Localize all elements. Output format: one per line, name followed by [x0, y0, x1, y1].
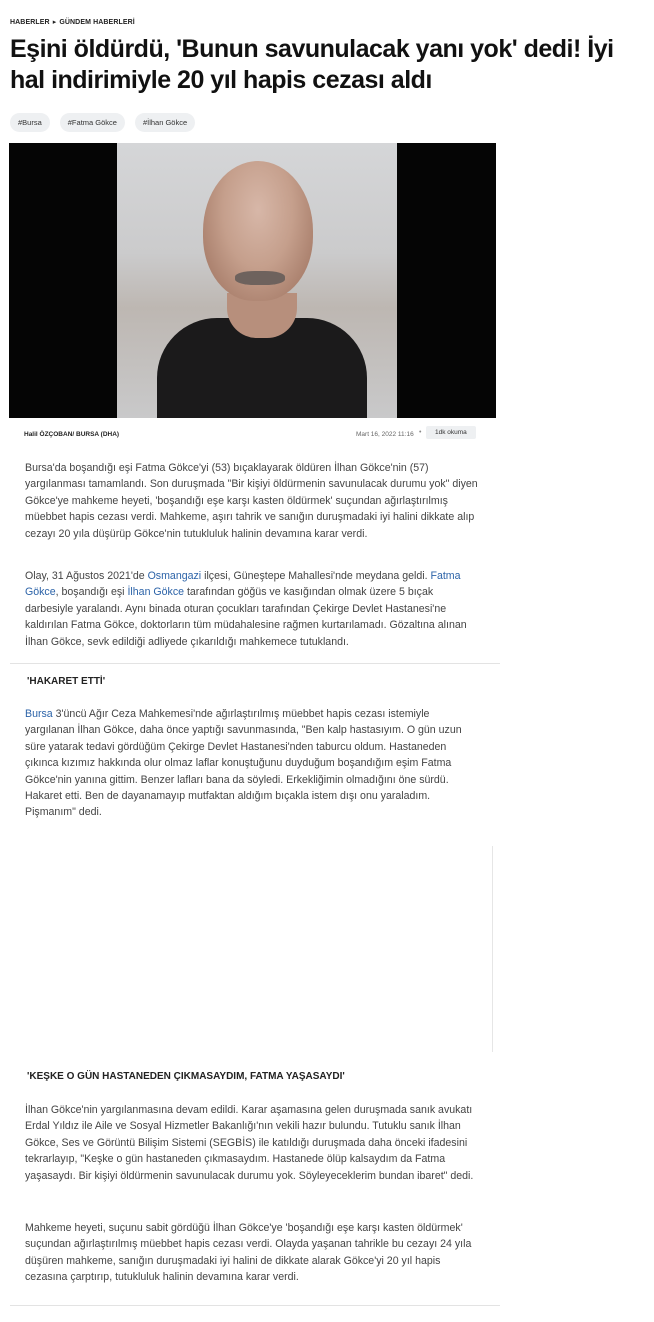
article-title: Eşini öldürdü, 'Bunun savunulacak yanı yok' dedi! İyi hal indirimiyle 20 yıl hapis cezası aldı [10, 35, 614, 94]
paragraph-2-text-4: tarafından göğüs ve kasığından olmak üzere 5 bıçak darbesiyle yaralandı. Aynı binada oturan çocukları tarafından Çekirge Devlet Hastanesi'ne kaldırılan Fatma Gökce, doktorların tüm müdahalesine rağmen kurtarılamadı. Gözaltına alınan İlhan Gökce, sevk edildiği adliyede çıkarıldığı mahkemece tutuklandı. [25, 586, 467, 648]
tag-ilhan-gokce[interactable]: #İlhan Gökce [135, 113, 195, 132]
article-hero-image [9, 143, 496, 418]
subheading-keske: 'KEŞKE O GÜN HASTANEDEN ÇIKMASAYDIM, FATMA YAŞASAYDI' [27, 1071, 345, 1082]
tag-list [10, 113, 195, 132]
link-ilhan-gokce[interactable]: İlhan Gökce [127, 586, 185, 599]
paragraph-1: Bursa'da boşandığı eşi Fatma Gökce'yi (53) bıçaklayarak öldüren İlhan Gökce'nin (57) yargılanması tamamlandı. Son duruşmada "Bir kişiyi öldürmenin savunulacak durumu yok" diyen Gökce'ye mahkeme heyeti, 'boşandığı eşe karşı kasten öldürmek' suçundan ağırlaştırılmış müebbet hapis cezası verdi. Mahkeme, aşırı tahrik ve sanığın duruşmadaki iyi halini dikkate alıp cezayı 20 yıla düşürüp Gökce'nin tutukluluk halinin devamına karar verdi. [25, 462, 478, 540]
paragraph-2-text-3: , boşandığı eşi [55, 586, 128, 599]
paragraph-3 [25, 706, 480, 821]
paragraph-2-text-1: Olay, 31 Ağustos 2021'de [25, 570, 148, 582]
paragraph-4: İlhan Gökce'nin yargılanmasına devam edildi. Karar aşamasına gelen duruşmada sanık avukatı Erdal Yıldız ile Aile ve Sosyal Hizmetler Bakanlığı'nın vekili hazır bulundu. Tutuklu sanık İlhan Gökce, Ses ve Görüntü Bilişim Sistemi (SEGBİS) ile katıldığı duruşmada daha önceki ifadesini tekrarlayıp, "Keşke o gün hastaneden çıkmasaydım. Hastanede ölüp kalsaydım da Fatma yaşasaydı. Bir kişiyi öldürmenin savunulacak durumu yok. Söyleyeceklerim bundan ibaret" dedi. [25, 1104, 474, 1182]
link-osmangazi[interactable]: Osmangazi [147, 570, 202, 582]
paragraph-3-text: 3'üncü Ağır Ceza Mahkemesi'nde ağırlaştırılmış müebbet hapis cezası istemiyle yargılanan İlhan Gökce, daha önce yaptığı savunmasında, "Ben kalp hastasıyım. O gün uzun süre yatarak tedavi gördüğüm Çekirge Devlet Hastanesi'nden taburcu oldum. Hastaneden çıkınca kızımız hakkında olur olmaz laflar konuştuğunu duyduğum boşandığım eşim Fatma Gökce'nin yanına gittim. Benzer lafları bana da söyledi. Erkekliğimin olmadığını öne sürdü. Hakaret etti. Ben de dayanamayıp mutfaktan aldığım bıçakla istem dışı onu yaraladım. Pişmanım" dedi. [25, 708, 462, 819]
section-divider [10, 663, 500, 664]
tag-fatma-gokce[interactable]: #Fatma Gökce [60, 113, 125, 132]
paragraph-2-text-2: ilçesi, Güneştepe Mahallesi'nde meydana geldi. [201, 570, 431, 582]
breadcrumb [10, 18, 135, 26]
meta-separator-dot: • [419, 429, 422, 436]
breadcrumb-separator-icon: ▸ [52, 19, 57, 26]
breadcrumb-gundem[interactable]: GÜNDEM HABERLERİ [59, 18, 135, 26]
article-author: Halil ÖZÇOBAN/ BURSA (DHA) [24, 431, 120, 438]
subheading-hakaret-etti: 'HAKARET ETTİ' [27, 676, 106, 687]
paragraph-2 [25, 568, 480, 650]
portrait-photo [117, 143, 397, 418]
read-time-badge: 1dk okuma [426, 426, 476, 439]
breadcrumb-haberler[interactable]: HABERLER [10, 18, 50, 26]
footer-divider [10, 1305, 500, 1306]
portrait-mustache [235, 271, 285, 285]
ad-placeholder-border [492, 846, 493, 1052]
tag-bursa[interactable]: #Bursa [10, 113, 50, 132]
link-fatma-gokce[interactable]: Fatma Gökce [25, 570, 461, 599]
paragraph-5: Mahkeme heyeti, suçunu sabit gördüğü İlhan Gökce'ye 'boşandığı eşe karşı kasten öldürmek' suçundan ağırlaştırılmış müebbet hapis cezası verdi. Olayda yaşanan tahrikle bu cezayı 24 yıla düşüren mahkeme, sanığın duruşmadaki iyi halini de dikkate alarak Gökce'yi 20 yıl hapis cezasına çarptırıp, tutukluluk halinin devamına karar verdi. [25, 1222, 472, 1284]
article-date: Mart 16, 2022 11:16 [356, 431, 414, 438]
link-bursa[interactable]: Bursa [25, 708, 53, 720]
